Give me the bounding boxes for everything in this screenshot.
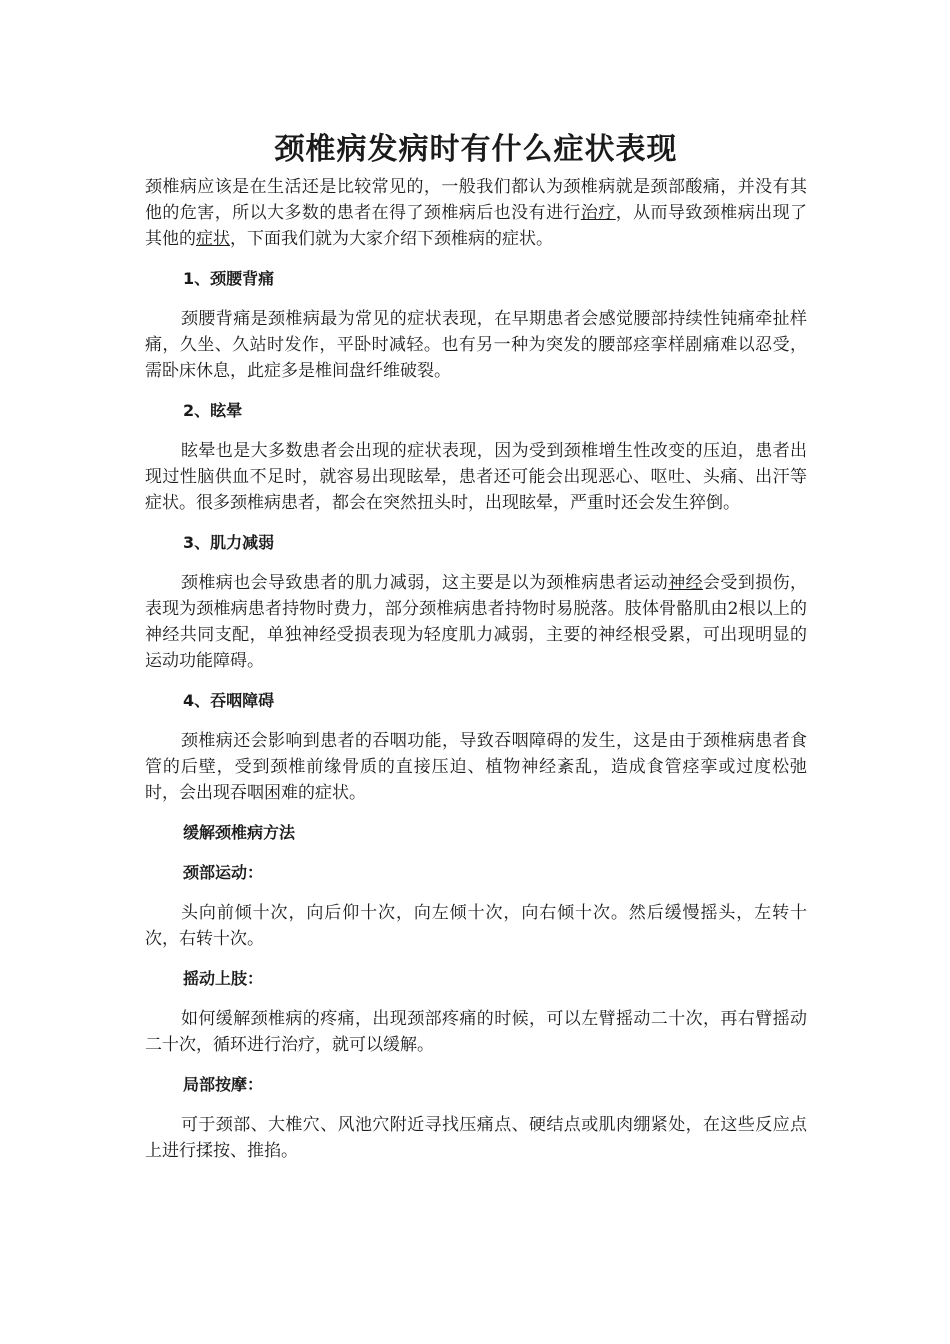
intro-text-2: ，从而导致颈椎病出现了其他的 — [145, 203, 808, 249]
relief-heading: 缓解颈椎病方法 — [183, 823, 296, 842]
section-text-dizziness: 眩晕也是大多数患者会出现的症状表现，因为受到颈椎增生性改变的压迫，患者出现过性脑供血不足时，就容易出现眩晕，患者还可能会出现恶心、呕吐、头痛、出汗等症状。很多颈椎病患者，都会在突然扭头时，出现眩晕，严重时还会发生猝倒。 — [145, 441, 807, 513]
method-heading-massage: 局部按摩： — [183, 1075, 264, 1094]
section-text-neck-back-pain: 颈腰背痛是颈椎病最为常见的症状表现，在早期患者会感觉腰部持续性钝痛牵扯样痛，久坐、久站时发作，平卧时减轻。也有另一种为突发的腰部痉挛样剧痛难以忍受，需卧床休息，此症多是椎间盘纤维破裂。 — [145, 309, 807, 381]
symptom-link[interactable]: 症状 — [196, 229, 230, 249]
method-text-neck-exercise: 头向前倾十次，向后仰十次，向左倾十次，向右倾十次。然后缓慢摇头，左转十次，右转十次。 — [145, 903, 807, 949]
intro-text-3: ，下面我们就为大家介绍下颈椎病的症状。 — [230, 229, 553, 249]
document-body — [145, 130, 807, 1164]
muscle-text-1: 颈椎病也会导致患者的肌力减弱，这主要是以为颈椎病患者运动 — [181, 573, 669, 593]
page-title: 颈椎病发病时有什么症状表现 — [274, 132, 678, 167]
intro-text-1: 颈椎病应该是在生活还是比较常见的，一般我们都认为颈椎病就是颈部酸痛，并没有其他的危害，所以大多数的患者在得了颈椎病后也没有进行 — [145, 177, 807, 223]
section-heading-neck-back-pain: 1、颈腰背痛 — [183, 269, 275, 288]
treatment-link[interactable]: 治疗 — [580, 203, 616, 223]
section-text-muscle-weakness — [145, 570, 807, 674]
nerve-link[interactable]: 神经 — [668, 573, 704, 593]
section-heading-swallowing: 4、吞咽障碍 — [183, 691, 275, 710]
method-heading-neck-exercise: 颈部运动： — [183, 863, 264, 882]
method-heading-arm-swing: 摇动上肢： — [183, 969, 264, 988]
method-text-massage: 可于颈部、大椎穴、风池穴附近寻找压痛点、硬结点或肌肉绷紧处，在这些反应点上进行揉按、推掐。 — [145, 1115, 807, 1161]
intro-paragraph — [145, 174, 807, 252]
section-heading-dizziness: 2、眩晕 — [183, 401, 243, 420]
method-text-arm-swing: 如何缓解颈椎病的疼痛，出现颈部疼痛的时候，可以左臂摇动二十次，再右臂摇动二十次，循环进行治疗，就可以缓解。 — [145, 1009, 807, 1055]
section-heading-muscle-weakness: 3、肌力减弱 — [183, 533, 275, 552]
section-text-swallowing: 颈椎病还会影响到患者的吞咽功能，导致吞咽障碍的发生，这是由于颈椎病患者食管的后壁，受到颈椎前缘骨质的直接压迫、植物神经紊乱，造成食管痉挛或过度松弛时，会出现吞咽困难的症状。 — [145, 731, 807, 803]
muscle-text-2: 会受到损伤，表现为颈椎病患者持物时费力，部分颈椎病患者持物时易脱落。肢体骨骼肌由2根以上的神经共同支配，单独神经受损表现为轻度肌力减弱，主要的神经根受累，可出现明显的运动功能障碍。 — [145, 573, 808, 671]
